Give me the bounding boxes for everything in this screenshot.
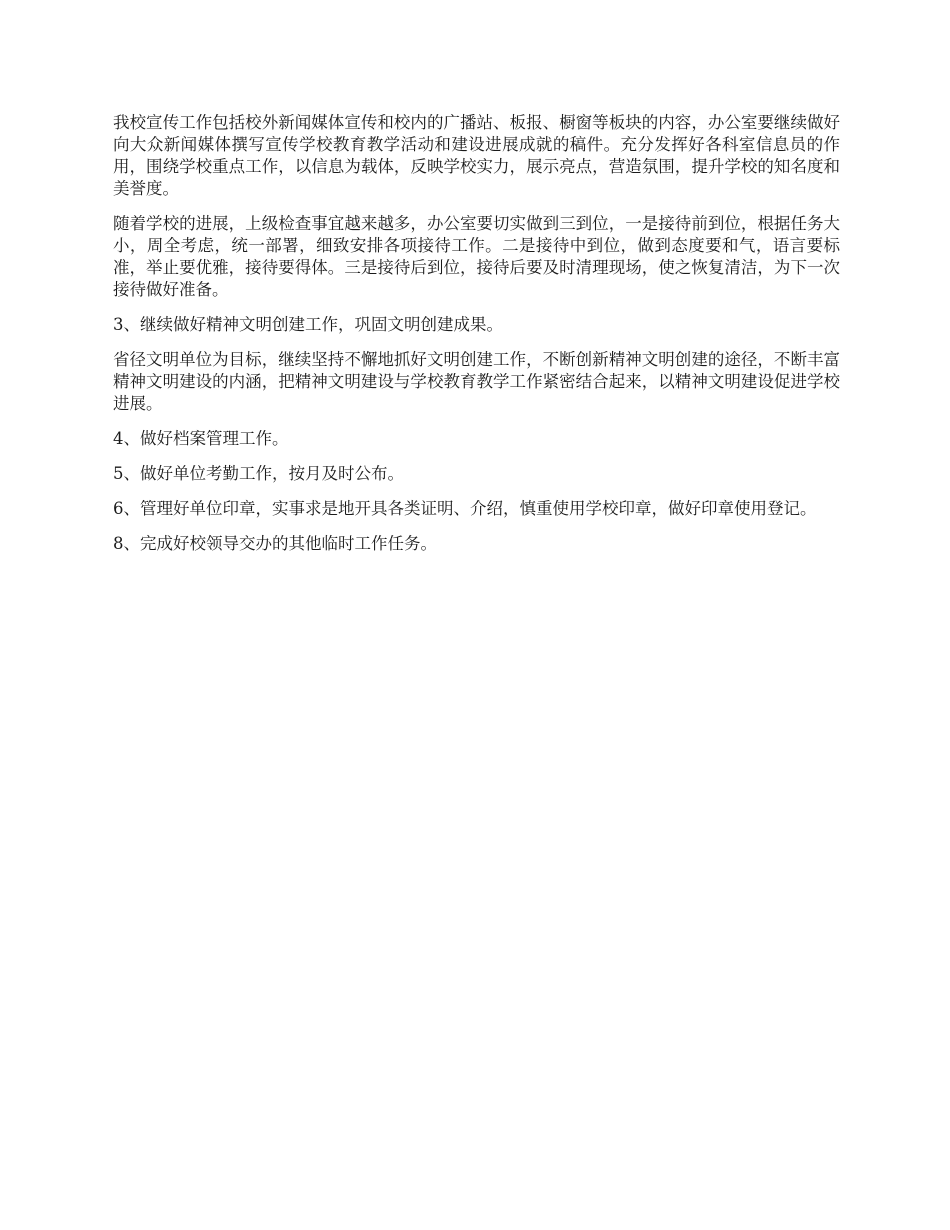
paragraph-publicity: 我校宣传工作包括校外新闻媒体宣传和校内的广播站、板报、橱窗等板块的内容，办公室要继续做好向大众新闻媒体撰写宣传学校教育教学活动和建设进展成就的稿件。充分发挥好各科室信息员的作用，围绕学校重点工作，以信息为载体，反映学校实力，展示亮点，营造氛围，提升学校的知名度和美誉度。 <box>113 113 840 198</box>
heading-item-4: 4、做好档案管理工作。 <box>113 429 289 448</box>
heading-item-3: 3、继续做好精神文明创建工作，巩固文明创建成果。 <box>113 315 503 334</box>
heading-item-5: 5、做好单位考勤工作，按月及时公布。 <box>113 464 404 483</box>
paragraph-reception: 随着学校的进展，上级检查事宜越来越多，办公室要切实做到三到位，一是接待前到位，根据任务大小，周全考虑，统一部署，细致安排各项接待工作。二是接待中到位，做到态度要和气，语言要标准，举止要优雅，接待要得体。三是接待后到位，接待后要及时清理现场，使之恢复清洁，为下一次接待做好准备。 <box>113 214 840 299</box>
heading-item-8: 8、完成好校领导交办的其他临时工作任务。 <box>113 534 437 553</box>
paragraph-civilization: 省径文明单位为目标，继续坚持不懈地抓好文明创建工作，不断创新精神文明创建的途径，不断丰富精神文明建设的内涵，把精神文明建设与学校教育教学工作紧密结合起来，以精神文明建设促进学校进展。 <box>113 350 840 413</box>
heading-item-6: 6、管理好单位印章，实事求是地开具各类证明、介绍，慎重使用学校印章，做好印章使用登记。 <box>113 499 817 518</box>
document-page <box>113 112 840 568</box>
